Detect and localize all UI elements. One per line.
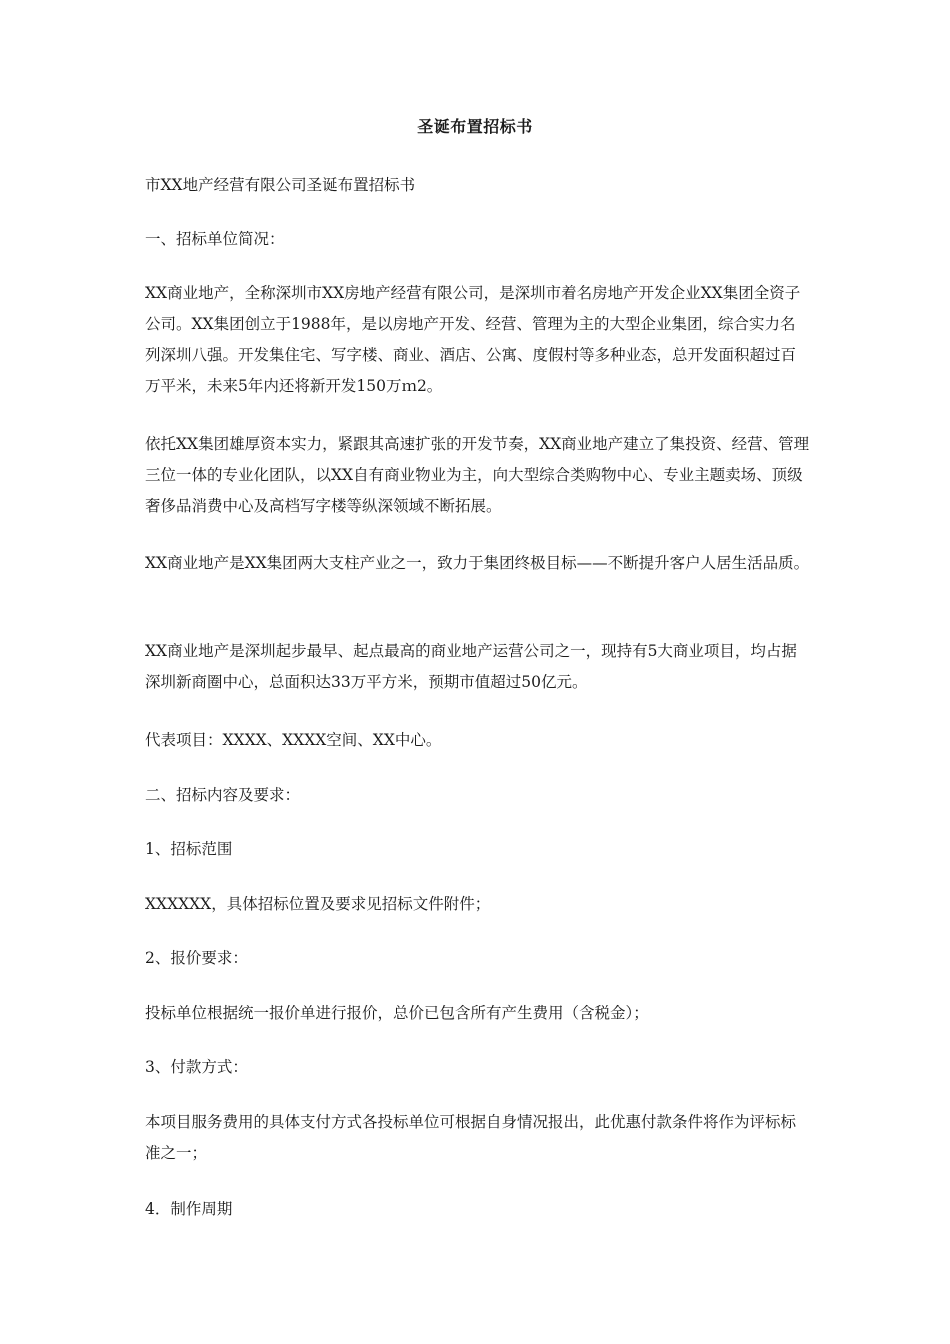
item-heading-payment: 3、付款方式： xyxy=(145,1058,248,1076)
payment-paragraph: 本项目服务费用的具体支付方式各投标单位可根据自身情况报出，此优惠付款条件将作为评标标准之一； xyxy=(145,1113,797,1162)
section-heading-1: 一、招标单位简况： xyxy=(145,230,285,248)
item-heading-scope: 1、招标范围 xyxy=(145,840,233,858)
section-heading-2: 二、招标内容及要求： xyxy=(145,786,301,804)
quote-paragraph: 投标单位根据统一报价单进行报价，总价已包含所有产生费用（含税金）； xyxy=(145,1004,649,1022)
projects-overview-paragraph: XX商业地产是深圳起步最早、起点最高的商业地产运营公司之一，现持有5大商业项目，均占据深圳新商圈中心，总面积达33万平方米，预期市值超过50亿元。 xyxy=(145,642,797,691)
item-heading-period: 4．制作周期 xyxy=(145,1200,233,1218)
document-title: 圣诞布置招标书 xyxy=(417,117,533,136)
item-heading-quote: 2、报价要求： xyxy=(145,949,248,967)
subtitle-paragraph: 市XX地产经营有限公司圣诞布置招标书 xyxy=(145,176,416,194)
representative-projects-paragraph: 代表项目：XXXX、XXXX空间、XX中心。 xyxy=(145,731,442,749)
company-intro-paragraph: XX商业地产，全称深圳市XX房地产经营有限公司，是深圳市着名房地产开发企业XX集团全资子公司。XX集团创立于1988年，是以房地产开发、经营、管理为主的大型企业集团，综合实力名列深圳八强。开发集住宅、写字楼、商业、酒店、公寓、度假村等多种业态，总开发面积超过百万平米，未来5年内还将新开发150万ｍ2。 xyxy=(145,284,801,395)
pillar-paragraph: XX商业地产是XX集团两大支柱产业之一，致力于集团终极目标——不断提升客户人居生活品质。 xyxy=(145,554,810,572)
scope-paragraph: XXXXXX，具体招标位置及要求见招标文件附件； xyxy=(145,895,491,913)
team-paragraph: 依托XX集团雄厚资本实力，紧跟其高速扩张的开发节奏，XX商业地产建立了集投资、经营、管理三位一体的专业化团队，以XX自有商业物业为主，向大型综合类购物中心、专业主题卖场、顶级奢侈品消费中心及高档写字楼等纵深领域不断拓展。 xyxy=(145,435,810,515)
